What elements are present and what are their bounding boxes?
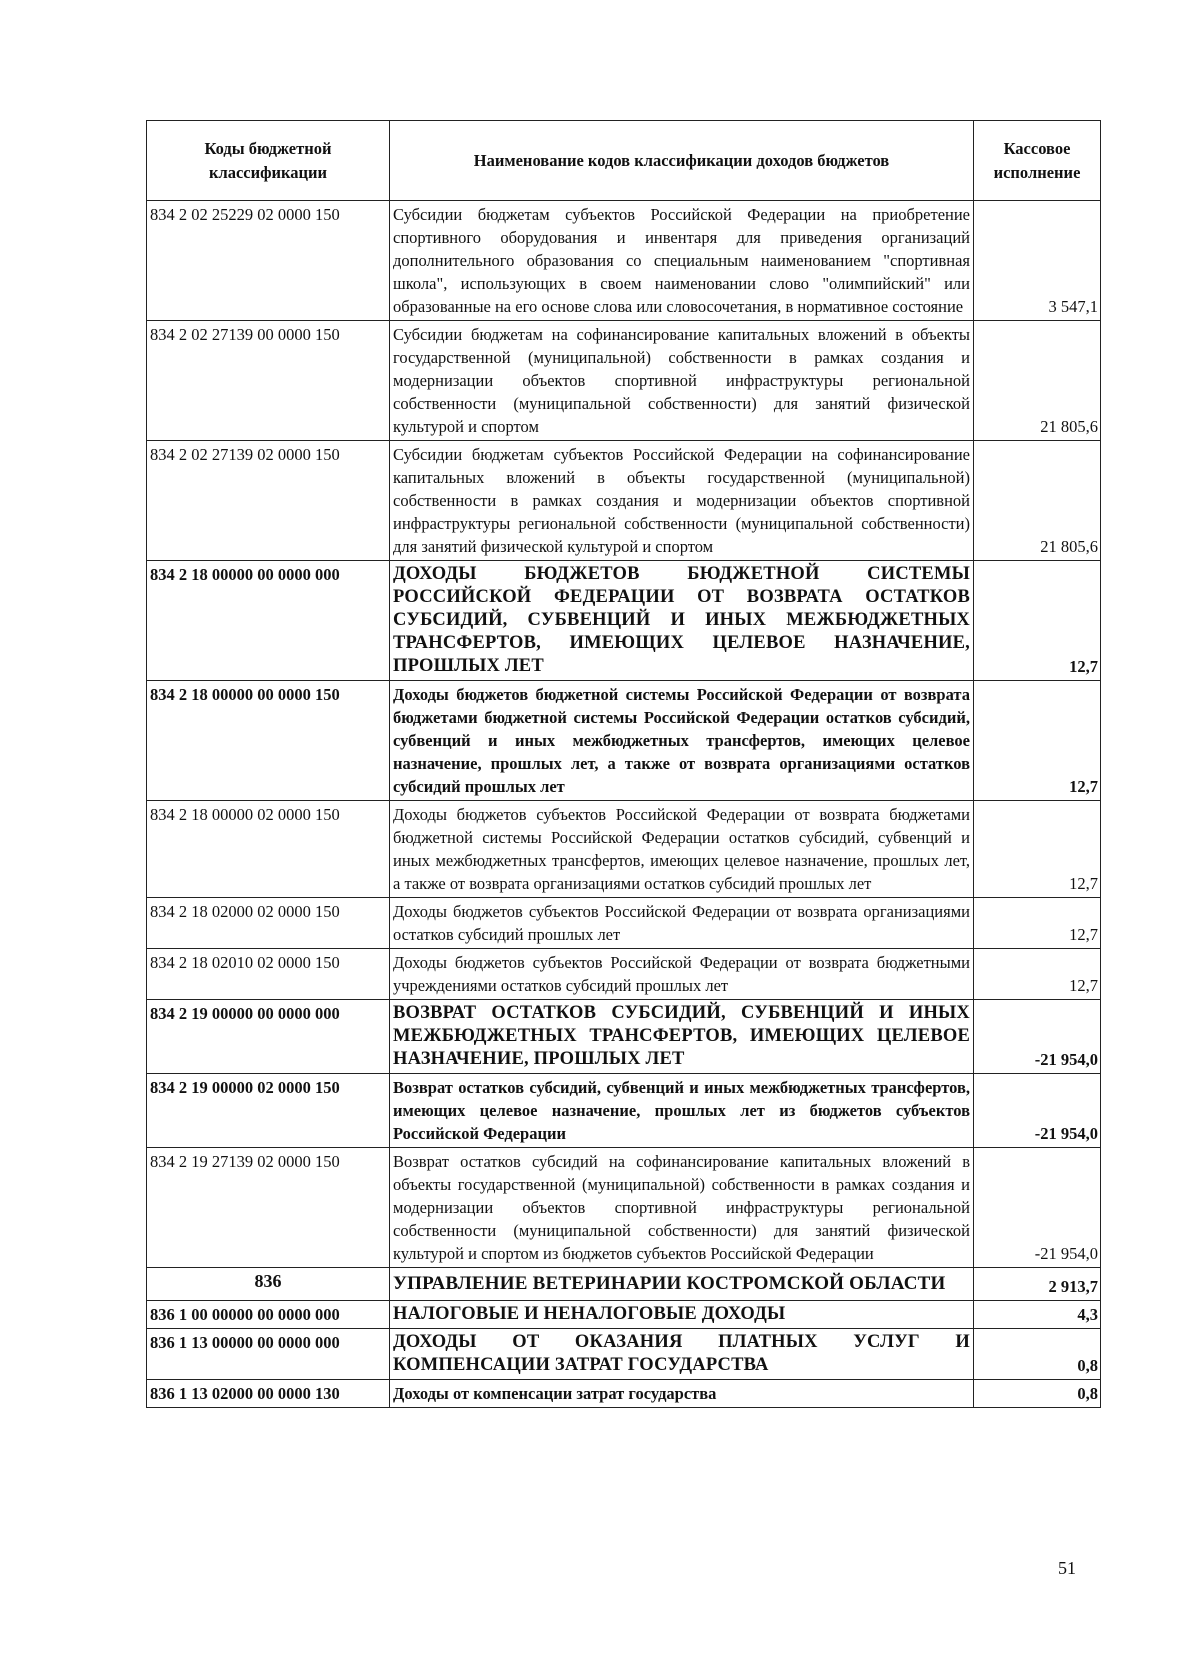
table-row — [147, 1380, 1101, 1408]
table-row — [147, 949, 1101, 1000]
name-cell: Доходы бюджетов субъектов Российской Федерации от возврата бюджетами бюджетной системы Российской Федерации остатков субсидий, субвенций и иных межбюджетных трансфертов, имеющих целевое назначение, прошлых лет, а также от возврата организациями остатков субсидий прошлых лет — [390, 801, 974, 898]
code-cell: 834 2 18 02000 02 0000 150 — [147, 898, 390, 949]
code-cell: 834 2 18 00000 00 0000 000 — [147, 561, 390, 681]
table-row — [147, 801, 1101, 898]
table-body — [147, 201, 1101, 1408]
code-cell: 836 1 13 02000 00 0000 130 — [147, 1380, 390, 1408]
page-number: 51 — [1058, 1558, 1076, 1578]
amount-cell: -21 954,0 — [974, 1074, 1101, 1148]
table-row — [147, 1268, 1101, 1301]
name-cell: Доходы от компенсации затрат государства — [390, 1380, 974, 1408]
name-cell: ВОЗВРАТ ОСТАТКОВ СУБСИДИЙ, СУБВЕНЦИЙ И ИНЫХ МЕЖБЮДЖЕТНЫХ ТРАНСФЕРТОВ, ИМЕЮЩИХ ЦЕЛЕВОЕ НАЗНАЧЕНИЕ, ПРОШЛЫХ ЛЕТ — [390, 1000, 974, 1074]
amount-cell: -21 954,0 — [974, 1148, 1101, 1268]
table-row — [147, 1301, 1101, 1329]
code-cell: 834 2 19 00000 02 0000 150 — [147, 1074, 390, 1148]
amount-cell: 12,7 — [974, 898, 1101, 949]
revenue-table — [146, 120, 1101, 1408]
amount-cell: 2 913,7 — [974, 1268, 1101, 1301]
name-cell: ДОХОДЫ БЮДЖЕТОВ БЮДЖЕТНОЙ СИСТЕМЫ РОССИЙСКОЙ ФЕДЕРАЦИИ ОТ ВОЗВРАТА ОСТАТКОВ СУБСИДИЙ, СУБВЕНЦИЙ И ИНЫХ МЕЖБЮДЖЕТНЫХ ТРАНСФЕРТОВ, ИМЕЮЩИХ ЦЕЛЕВОЕ НАЗНАЧЕНИЕ, ПРОШЛЫХ ЛЕТ — [390, 561, 974, 681]
table-row — [147, 561, 1101, 681]
amount-cell: 12,7 — [974, 949, 1101, 1000]
name-cell: Доходы бюджетов субъектов Российской Федерации от возврата организациями остатков субсидий прошлых лет — [390, 898, 974, 949]
code-cell: 834 2 02 27139 02 0000 150 — [147, 441, 390, 561]
table-row — [147, 1148, 1101, 1268]
table-row — [147, 321, 1101, 441]
amount-cell: 0,8 — [974, 1329, 1101, 1380]
code-cell: 834 2 19 00000 00 0000 000 — [147, 1000, 390, 1074]
table-row — [147, 201, 1101, 321]
code-cell: 836 — [147, 1268, 390, 1301]
header-code: Коды бюджетной классификации — [147, 121, 390, 201]
name-cell: Субсидии бюджетам на софинансирование капитальных вложений в объекты государственной (муниципальной) собственности в рамках создания и модернизации объектов спортивной инфраструктуры региональной собственности (муниципальной собственности) для занятий физической культурой и спортом — [390, 321, 974, 441]
amount-cell: -21 954,0 — [974, 1000, 1101, 1074]
amount-cell: 4,3 — [974, 1301, 1101, 1329]
revenue-table-sheet — [146, 120, 1100, 1408]
code-cell: 834 2 02 27139 00 0000 150 — [147, 321, 390, 441]
name-cell: НАЛОГОВЫЕ И НЕНАЛОГОВЫЕ ДОХОДЫ — [390, 1301, 974, 1329]
amount-cell: 21 805,6 — [974, 441, 1101, 561]
header-amount: Кассовое исполнение — [974, 121, 1101, 201]
table-row — [147, 441, 1101, 561]
code-cell: 834 2 19 27139 02 0000 150 — [147, 1148, 390, 1268]
table-row — [147, 1329, 1101, 1380]
amount-cell: 12,7 — [974, 561, 1101, 681]
table-row — [147, 1000, 1101, 1074]
amount-cell: 12,7 — [974, 681, 1101, 801]
table-row — [147, 898, 1101, 949]
header-name: Наименование кодов классификации доходов бюджетов — [390, 121, 974, 201]
table-row — [147, 681, 1101, 801]
amount-cell: 3 547,1 — [974, 201, 1101, 321]
name-cell: УПРАВЛЕНИЕ ВЕТЕРИНАРИИ КОСТРОМСКОЙ ОБЛАСТИ — [390, 1268, 974, 1301]
code-cell: 834 2 18 00000 02 0000 150 — [147, 801, 390, 898]
code-cell: 836 1 13 00000 00 0000 000 — [147, 1329, 390, 1380]
code-cell: 834 2 18 00000 00 0000 150 — [147, 681, 390, 801]
name-cell: Субсидии бюджетам субъектов Российской Федерации на приобретение спортивного оборудования и инвентаря для приведения организаций дополнительного образования со специальным наименованием "спортивная школа", использующих в своем наименовании слово "олимпийский" или образованные на его основе слова или словосочетания, в нормативное состояние — [390, 201, 974, 321]
name-cell: Субсидии бюджетам субъектов Российской Федерации на софинансирование капитальных вложений в объекты государственной (муниципальной) собственности в рамках создания и модернизации объектов спортивной инфраструктуры региональной собственности (муниципальной собственности) для занятий физической культурой и спортом — [390, 441, 974, 561]
name-cell: Возврат остатков субсидий на софинансирование капитальных вложений в объекты государственной (муниципальной) собственности в рамках создания и модернизации объектов спортивной инфраструктуры региональной собственности (муниципальной собственности) для занятий физической культурой и спортом из бюджетов субъектов Российской Федерации — [390, 1148, 974, 1268]
name-cell: Возврат остатков субсидий, субвенций и иных межбюджетных трансфертов, имеющих целевое назначение, прошлых лет из бюджетов субъектов Российской Федерации — [390, 1074, 974, 1148]
table-row — [147, 1074, 1101, 1148]
amount-cell: 12,7 — [974, 801, 1101, 898]
name-cell: Доходы бюджетов субъектов Российской Федерации от возврата бюджетными учреждениями остатков субсидий прошлых лет — [390, 949, 974, 1000]
code-cell: 836 1 00 00000 00 0000 000 — [147, 1301, 390, 1329]
table-header-row — [147, 121, 1101, 201]
amount-cell: 21 805,6 — [974, 321, 1101, 441]
code-cell: 834 2 18 02010 02 0000 150 — [147, 949, 390, 1000]
code-cell: 834 2 02 25229 02 0000 150 — [147, 201, 390, 321]
name-cell: Доходы бюджетов бюджетной системы Российской Федерации от возврата бюджетами бюджетной системы Российской Федерации остатков субсидий, субвенций и иных межбюджетных трансфертов, имеющих целевое назначение, прошлых лет, а также от возврата организациями остатков субсидий прошлых лет — [390, 681, 974, 801]
amount-cell: 0,8 — [974, 1380, 1101, 1408]
name-cell: ДОХОДЫ ОТ ОКАЗАНИЯ ПЛАТНЫХ УСЛУГ И КОМПЕНСАЦИИ ЗАТРАТ ГОСУДАРСТВА — [390, 1329, 974, 1380]
